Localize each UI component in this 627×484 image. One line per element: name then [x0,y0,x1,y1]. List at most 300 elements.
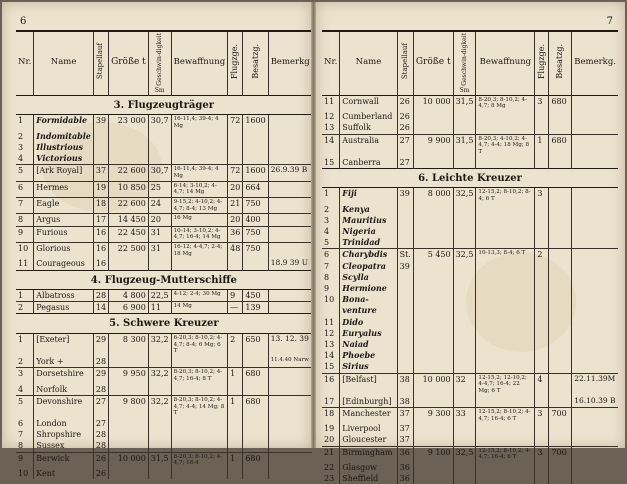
row-number: 6 [16,181,34,197]
table-row [322,350,618,361]
ship-name: Furious [34,226,94,242]
crew-count: 664 [243,181,268,197]
crew-count [549,423,572,434]
launch-year: 16 [93,226,108,242]
ship-name: Charybdis [340,249,397,261]
speed [148,468,171,479]
ship-name: Scylla [340,272,397,283]
armament: 12-15,2; 8-10,2; 4-4,7; 16-4; 6 T [476,446,535,462]
row-number: 11 [18,259,29,269]
ship-name: Formidable [34,115,94,131]
remark [268,302,312,314]
col-flugzeuge: Flugzge. [228,31,243,95]
launch-year: 28 [93,440,108,452]
launch-year: 27 [397,134,413,157]
ship-name: Sirius [340,361,397,373]
aircraft-count: 3 [535,95,549,111]
ship-name: [Exeter] [34,333,94,356]
crew-count: 700 [549,446,572,462]
crew-count: 680 [243,395,268,418]
speed [453,350,476,361]
speed: 31,5 [453,95,476,111]
aircraft-count: 1 [228,452,243,468]
armament: 14 Mg [171,302,228,314]
remark [572,462,618,473]
table-row [322,237,618,249]
col-name: Name [340,31,397,95]
remark [268,142,312,153]
remark [268,368,312,384]
row-number: 8 [18,441,24,451]
row-number: 5 [324,238,330,248]
aircraft-count: 4 [535,373,549,396]
row-number: 17 [324,396,335,406]
armament [476,272,535,283]
remark [268,452,312,468]
ship-name: Phoebe [340,350,397,361]
armament [171,418,228,429]
launch-year: 38 [397,396,413,408]
speed: 32,2 [148,395,171,418]
remark [572,294,618,305]
section-title: 5. Schwere Kreuzer [16,314,312,334]
aircraft-count: 3 [535,407,549,423]
remark [268,290,312,302]
ship-name: Trinidad [340,237,397,249]
displacement: 22 450 [109,226,149,242]
crew-count [549,215,572,226]
speed [148,258,171,270]
launch-year [397,204,413,215]
launch-year: 37 [397,407,413,423]
armament [476,204,535,215]
ship-name: Illustrious [34,142,94,153]
aircraft-count [228,142,243,153]
section-heading-row [16,95,312,115]
table-row [16,395,312,418]
crew-count: 650 [243,333,268,356]
speed: 24 [148,198,171,214]
displacement [109,418,149,429]
row-number: 1 [324,189,330,199]
launch-year [397,226,413,237]
table-row [322,446,618,462]
displacement: 9 100 [413,446,453,462]
table-row [322,95,618,111]
table-row [322,317,618,328]
remark [572,361,618,373]
ship-name: York + [34,356,94,368]
launch-year [397,317,413,328]
aircraft-count: 72 [228,165,243,181]
launch-year [397,305,413,316]
armament [171,356,228,368]
crew-count [549,434,572,446]
row-number: 3 [324,215,330,225]
row-number: 2 [16,302,34,314]
aircraft-count [228,131,243,142]
crew-count: 1600 [243,165,268,181]
table-row [322,249,618,261]
speed: 31,5 [148,452,171,468]
crew-count [549,122,572,134]
launch-year [93,153,108,165]
aircraft-count: 21 [228,198,243,214]
row-number: 22 [324,463,335,472]
armament: 8-20,3; 8-10,2; 4-4,7; 16-4 [171,452,228,468]
displacement [413,157,453,169]
displacement [413,226,453,237]
row-number: 2 [18,357,24,367]
speed: 32,2 [148,368,171,384]
table-row [322,396,618,408]
speed [453,272,476,283]
crew-count [549,249,572,261]
speed: 32 [453,373,476,396]
ship-name: Manchester [340,407,397,423]
speed [453,462,476,473]
armament [171,258,228,270]
open-booklet [2,2,625,484]
table-row [322,373,618,396]
aircraft-count [535,328,549,339]
remark [268,198,312,214]
crew-count [243,384,268,396]
displacement: 10 000 [413,373,453,396]
launch-year: St. [397,249,413,261]
aircraft-count [228,440,243,452]
table-row [16,165,312,181]
crew-count [549,373,572,396]
armament [476,339,535,350]
ship-name: Norfolk [34,384,94,396]
launch-year: 27 [397,157,413,169]
section-heading-row [16,314,312,334]
aircraft-count [535,396,549,408]
remark [268,468,312,479]
aircraft-count [535,111,549,122]
speed: 31,5 [453,134,476,157]
table-row [16,384,312,396]
col-groesse: Größe t [109,31,149,95]
aircraft-count: 48 [228,243,243,259]
armament: 8-20,3; 8-10,2; 4-4,7; 4-4; 14 Mg; 8 T [171,395,228,418]
ship-name: Nigeria [340,226,397,237]
speed: 32,2 [148,333,171,356]
aircraft-count [535,434,549,446]
armament [476,294,535,305]
ship-name: Dorsetshire [34,368,94,384]
aircraft-count: 1 [228,395,243,418]
launch-year: 28 [93,384,108,396]
armament: 16 Mg [171,214,228,226]
displacement: 22 600 [109,165,149,181]
armament [476,462,535,473]
launch-year [397,272,413,283]
crew-count: 680 [243,368,268,384]
table-row [322,407,618,423]
ship-name: Cumberland [340,111,397,122]
launch-year: 18 [93,198,108,214]
displacement: 22 600 [109,198,149,214]
displacement: 23 000 [109,115,149,131]
crew-count [549,317,572,328]
crew-count [243,356,268,368]
speed: 31 [148,226,171,242]
speed [453,204,476,215]
displacement [413,122,453,134]
launch-year: 26 [397,95,413,111]
displacement [109,429,149,440]
speed [453,423,476,434]
aircraft-count: 20 [228,181,243,197]
aircraft-count [228,356,243,368]
right-page [316,2,625,484]
ship-name: [Ark Royal] [34,165,94,181]
crew-count [243,418,268,429]
ship-name: Liverpool [340,423,397,434]
displacement [109,384,149,396]
row-number: 2 [324,204,330,214]
table-row [322,434,618,446]
displacement [413,215,453,226]
table-row [322,339,618,350]
displacement: 10 000 [413,95,453,111]
displacement [413,434,453,446]
aircraft-count [535,462,549,473]
armament [476,361,535,373]
aircraft-count: 36 [228,226,243,242]
remark [572,350,618,361]
displacement [109,142,149,153]
speed: 32,5 [453,446,476,462]
aircraft-count [535,237,549,249]
remark [268,181,312,197]
speed [148,142,171,153]
ship-name: Argus [34,214,94,226]
speed [148,384,171,396]
ship-name: Hermione [340,283,397,294]
armament [476,215,535,226]
aircraft-count [228,258,243,270]
table-row [322,204,618,215]
ship-name: Naiad [340,339,397,350]
remark [572,305,618,316]
row-number: 9 [16,452,34,468]
table-body [322,95,618,484]
launch-year: 36 [397,473,413,484]
launch-year: 37 [397,423,413,434]
ship-name: Hermes [34,181,94,197]
remark [268,226,312,242]
speed [453,305,476,316]
table-header [322,31,618,95]
launch-year [397,283,413,294]
remark [268,418,312,429]
table-row [322,473,618,484]
ship-name: Eagle [34,198,94,214]
displacement [413,396,453,408]
table-row [322,111,618,122]
launch-year: 36 [397,462,413,473]
armament [476,226,535,237]
row-number: 10 [324,295,335,305]
remark: 11.4.40 Narw [268,356,312,368]
row-number: 9 [324,284,330,294]
aircraft-count: 72 [228,115,243,131]
ship-name: Sheffield [340,473,397,484]
speed [148,356,171,368]
launch-year: 26 [397,111,413,122]
crew-count [549,237,572,249]
displacement: 8 300 [109,333,149,356]
aircraft-count [535,204,549,215]
crew-count [549,294,572,305]
crew-count [549,339,572,350]
speed [453,226,476,237]
aircraft-count [535,350,549,361]
displacement [413,261,453,272]
speed [453,317,476,328]
ship-name: Gloucester [340,434,397,446]
crew-count [549,305,572,316]
speed: 22,5 [148,290,171,302]
ship-name: Sussex [34,440,94,452]
crew-count [243,429,268,440]
launch-year: 39 [397,261,413,272]
col-stapellauf: Stapellauf [397,31,413,95]
table-row [322,283,618,294]
table-row [322,305,618,316]
ship-name: Indomitable [34,131,94,142]
table-row [322,188,618,204]
armament [171,142,228,153]
launch-year: 37 [397,434,413,446]
crew-count [549,204,572,215]
displacement [109,468,149,479]
crew-count [243,142,268,153]
displacement: 22 500 [109,243,149,259]
row-number [322,305,340,316]
launch-year [397,350,413,361]
remark [268,429,312,440]
aircraft-count [535,226,549,237]
launch-year: 28 [93,290,108,302]
row-number: 13 [324,123,335,133]
crew-count [549,226,572,237]
displacement [109,258,149,270]
aircraft-count: 1 [228,368,243,384]
remark [572,226,618,237]
armament [476,157,535,169]
aircraft-count [535,317,549,328]
launch-year: 26 [93,468,108,479]
armament: 4-12; 2-4; 30 Mg [171,290,228,302]
ship-name: Birmingham [340,446,397,462]
row-number: 21 [322,446,340,462]
row-number: 16 [322,373,340,396]
launch-year [397,328,413,339]
row-number: 7 [18,430,24,440]
speed [453,328,476,339]
speed [148,418,171,429]
speed: 32,5 [453,249,476,261]
launch-year [397,361,413,373]
col-nr: Nr. [324,57,338,68]
remark [572,237,618,249]
remark [268,440,312,452]
row-number: 6 [322,249,340,261]
table-row [16,181,312,197]
ship-name: Albatross [34,290,94,302]
crew-count [243,153,268,165]
col-geschwindigkeit: Geschwin-digkeit Sm [148,31,171,95]
remark: 16.10.39 B [572,396,618,408]
crew-count: 750 [243,226,268,242]
displacement: 14 450 [109,214,149,226]
ship-name: Victorious [34,153,94,165]
remark [572,122,618,134]
displacement [413,361,453,373]
aircraft-count [535,157,549,169]
aircraft-count: 1 [535,134,549,157]
crew-count: 680 [549,134,572,157]
ship-name: Kenya [340,204,397,215]
armament [171,468,228,479]
speed [453,111,476,122]
aircraft-count [228,418,243,429]
crew-count: 700 [549,407,572,423]
row-number: 5 [16,395,34,418]
ship-name: Glorious [34,243,94,259]
remark: 13. 12. 39 [268,333,312,356]
armament [476,261,535,272]
crew-count [549,188,572,204]
armament: 12-15,2; 12-10,2; 4-4,7; 16-4; 22 Mg; 6 T [476,373,535,396]
armament [476,122,535,134]
row-number: 19 [324,424,335,434]
displacement [109,440,149,452]
aircraft-count [535,423,549,434]
remark [268,153,312,165]
armament [476,396,535,408]
crew-count [549,328,572,339]
launch-year [397,294,413,305]
remark [572,407,618,423]
table-row [16,429,312,440]
row-number: 11 [324,317,335,327]
speed [148,131,171,142]
table-row [16,153,312,165]
ship-name: Kent [34,468,94,479]
aircraft-count [535,261,549,272]
crew-count [549,111,572,122]
launch-year: 19 [93,181,108,197]
ship-name: Australia [340,134,397,157]
row-number: 10 [18,468,29,478]
remark: 18.9 39 U [268,258,312,270]
aircraft-count [535,294,549,305]
armament: 10-13,3; 8-4; 6 T [476,249,535,261]
speed [453,473,476,484]
table-row [322,215,618,226]
table-row [16,290,312,302]
table-row [16,243,312,259]
armament [171,440,228,452]
displacement: 4 800 [109,290,149,302]
armament [476,423,535,434]
armament: 16-12; 4-4,7; 2-4; 18 Mg [171,243,228,259]
